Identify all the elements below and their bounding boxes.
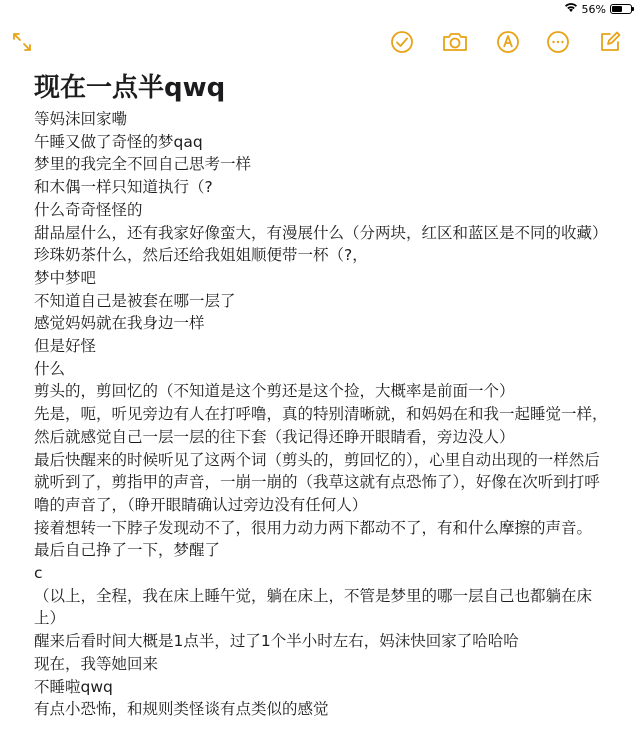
battery-percent: 56% — [581, 2, 606, 16]
battery-fill — [612, 6, 622, 12]
note-line: 感觉妈妈就在我身边一样 — [34, 314, 205, 333]
note-line: 不知道自己是被套在哪一层了 — [34, 291, 236, 310]
note-line: 先是，呃，听见旁边有人在打呼噜，真的特别清晰就，和妈妈在和我一起睡觉一样，然后就感觉自己一层一层的往下套（我记得还睁开眼睛看，旁边没人） — [34, 405, 608, 446]
note-toolbar — [0, 26, 640, 58]
note-line: c — [34, 564, 43, 583]
note-title: 现在一点半qwq — [34, 73, 226, 103]
note-line: 午睡又做了奇怪的梦qaq — [34, 132, 203, 151]
note-line: 什么 — [34, 359, 66, 378]
note-line: 剪头的，剪回忆的（不知道是这个剪还是这个捡，大概率是前面一个） — [34, 382, 515, 401]
note-line: 最后快醒来的时候听见了这两个词（剪头的，剪回忆的），心里自动出现的一样然后就听到了，剪指甲的声音，一崩一崩的（我草这就有点恐怖了），好像在次听到打呼噜的声音了，（睁开眼睛确认过旁边没有任何人） — [34, 450, 600, 514]
note-line: 梦中梦吧 — [34, 268, 97, 287]
expand-icon[interactable] — [8, 26, 36, 58]
note-line: （以上，全程，我在床上睡午觉，躺在床上，不管是梦里的哪一层自己也都躺在床上） — [34, 586, 593, 628]
checklist-icon[interactable] — [388, 26, 416, 58]
note-lines — [34, 108, 614, 721]
note-line: 梦里的我完全不回自己思考一样 — [34, 155, 252, 174]
note-line: 和木偶一样只知道执行（? — [34, 178, 213, 197]
status-bar — [0, 0, 640, 18]
note-line: 不睡啦qwq — [34, 677, 113, 696]
markup-icon[interactable] — [494, 26, 522, 58]
note-line: 甜品屋什么，还有我家好像蛮大，有漫展什么（分两块，红区和蓝区是不同的收藏）珍珠奶茶什么，然后还给我姐姐顺便带一杯（?， — [34, 223, 608, 265]
note-line: 什么奇奇怪怪的 — [34, 200, 143, 219]
note-line: 有点小恐怖，和规则类怪谈有点类似的感觉 — [34, 700, 329, 719]
note-line: 现在，我等她回来 — [34, 654, 159, 673]
note-line: 等妈沫回家嘞 — [34, 110, 128, 128]
note-line: 接着想转一下脖子发现动不了，很用力动力两下都动不了，有和什么摩擦的声音。 — [34, 518, 593, 537]
wifi-icon — [564, 2, 578, 16]
note-line: 但是好怪 — [34, 337, 97, 356]
status-indicators — [564, 2, 632, 16]
more-icon[interactable] — [544, 26, 572, 58]
note-line: 最后自己挣了一下，梦醒了 — [34, 541, 221, 560]
battery-icon — [610, 4, 632, 14]
compose-icon[interactable] — [596, 26, 624, 58]
camera-icon[interactable] — [440, 26, 470, 58]
note-body[interactable] — [34, 70, 614, 721]
note-line: 醒来后看时间大概是1点半，过了1个半小时左右，妈沫快回家了哈哈哈 — [34, 632, 519, 651]
